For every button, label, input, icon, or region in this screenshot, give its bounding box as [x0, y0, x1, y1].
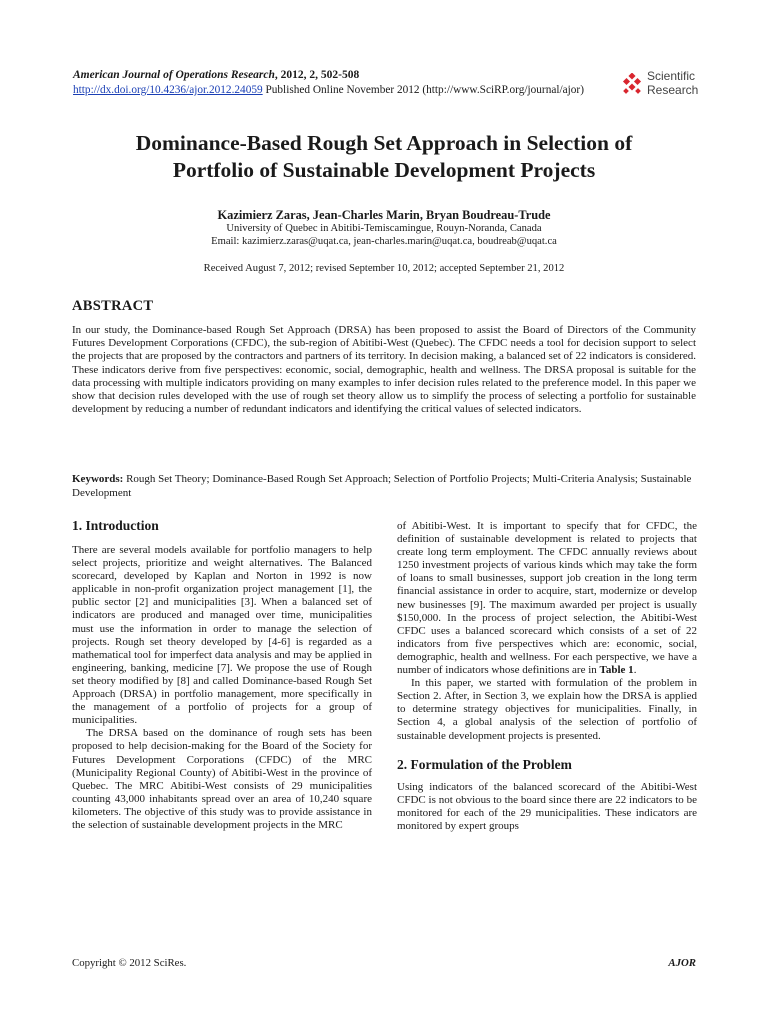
right-column: [397, 520, 697, 833]
left-column: [72, 518, 372, 832]
doi-line: [73, 83, 703, 97]
intro-paragraph-4: In this paper, we started with formulation of the problem in Section 2. After, in Section 3, we explain how the DRSA is applied to determine strategy objectives for municipalities. Finally, in Section 4, a global analysis of the selection of portfolio of sustainable development projects is presented.: [397, 677, 697, 742]
keywords-text: Rough Set Theory; Dominance-Based Rough Set Approach; Selection of Portfolio Projects; Multi-Criteria Analysis; Sustainable Development: [72, 473, 692, 499]
logo-line-1: Scientific: [647, 69, 696, 83]
table-1-reference: Table 1: [599, 664, 634, 677]
authors: Kazimierz Zaras, Jean-Charles Marin, Bryan Boudreau-Trude: [217, 208, 551, 222]
logo-line-2: Research: [647, 82, 699, 97]
section-2-heading: 2. Formulation of the Problem: [397, 756, 572, 772]
journal-abbreviation: AJOR: [668, 957, 696, 969]
page-header: [73, 68, 703, 108]
title-line-1: Dominance-Based Rough Set Approach in Selection of: [135, 131, 633, 155]
affiliation: University of Quebec in Abitibi-Temiscamingue, Rouyn-Noranda, Canada: [226, 223, 542, 234]
author-emails: Email: kazimierz.zaras@uqat.ca, jean-charles.marin@uqat.ca, boudreab@uqat.ca: [211, 235, 557, 247]
journal-name: American Journal of Operations Research: [73, 69, 275, 81]
logo-text: [647, 70, 698, 97]
intro-paragraph-2: The DRSA based on the dominance of rough sets has been proposed to help decision-making for the Board of the Society for Futures Development Corporations (CFDC) of the MRC (Municipality Regional County) of Abitibi-West in the province of Quebec. The MRC Abitibi-West consists of 29 municipalities counting 43,000 inhabitants spread over an area of 10,240 square kilometers. The objective of this study was to provide assistance in the selection of sustainable development projects in the MRC: [72, 727, 372, 831]
doi-link[interactable]: http://dx.doi.org/10.4236/ajor.2012.24059: [73, 84, 263, 96]
section-2-paragraph-1: Using indicators of the balanced scorecard of the Abitibi-West CFDC is not obvious to the board since there are 22 indicators to be monitored for each of the 29 municipalities. These indicators are monitored by expert groups: [397, 780, 697, 832]
section-1-heading: 1. Introduction: [72, 518, 159, 533]
received-dates: Received August 7, 2012; revised September 10, 2012; accepted September 21, 2012: [203, 263, 565, 274]
intro-paragraph-3: [397, 520, 697, 677]
page-footer: [72, 957, 696, 969]
title-line-2: Portfolio of Sustainable Development Projects: [172, 158, 596, 182]
affiliation-block: [60, 223, 708, 248]
intro-paragraph-3-text: of Abitibi-West. It is important to specify that for CFDC, the definition of sustainable development is related to projects that create long term employment. The CFDC annually reviews about 1250 investment projects of various kinds which may take the form of loans to small businesses, support job creation in the long term financial assistance in order to acquire, start, modernize or develop new businesses [9]. The maximum awarded per project is usually $150,000. In the process of project selection, the Abitibi-West CFDC uses a balanced scorecard which consists of a set of 22 indicators from five perspectives which are: economic, social, demographic, health and wellness. For each perspective, we have a number of indicators whose definitions are in: [397, 520, 697, 677]
intro-paragraph-1: There are several models available for portfolio managers to help select projects, prioritize and weight alternatives. The Balanced scorecard, developed by Kaplan and Norton in 1992 is now applicable in non-profit organization project management [1], the public sector [2] and municipalities [3]. When a balanced set of indicators are produced and managed over time, municipalities must use the information in order to manage the selection of projects. Rough set theory developed by [4-6] is regarded as a mathematical tool for imperfect data analysis and may be applied in engineering, banking, medicine [7]. We propose the use of Rough set theory modified by [8] and called Dominance-based Rough Set Approach (DRSA) in portfolio management, more specifically in the management of a portfolio of projects for a group of municipalities.: [72, 544, 372, 727]
scirp-logo-icon: [621, 73, 643, 95]
copyright: Copyright © 2012 SciRes.: [72, 957, 187, 969]
abstract-heading: ABSTRACT: [72, 298, 154, 314]
publisher-logo: [621, 69, 703, 99]
published-info: Published Online November 2012 (http://www.SciRP.org/journal/ajor): [262, 84, 584, 96]
journal-citation: [73, 68, 703, 83]
keywords: [72, 472, 696, 500]
intro-paragraph-3-end: .: [633, 664, 637, 677]
paper-title: [60, 130, 708, 184]
keywords-label: Keywords:: [72, 473, 124, 485]
abstract-text: In our study, the Dominance-based Rough Set Approach (DRSA) has been proposed to assist the Board of Directors of the Community Futures Development Corporations (CFDC), the sub-region of Abitibi-West (Quebec). The CFDC needs a tool for decision support to select the projects that are proposed by the contractors and partners of its territory. In decision making, a balanced set of 22 indicators is considered. These indicators derive from five perspectives: economic, social, demographic, health and wellness. The DRSA proposal is suitable for the data processing with multiple indicators providing on many examples to infer decision rules related to the preference model. In this paper we show that decision rules developed with the use of rough set theory allow us to simplify the process of selecting a portfolio for sustainable development by reducing a number of redundant indicators and identifying the critical values of selected indicators.: [72, 324, 696, 416]
journal-details: , 2012, 2, 502-508: [274, 69, 360, 81]
